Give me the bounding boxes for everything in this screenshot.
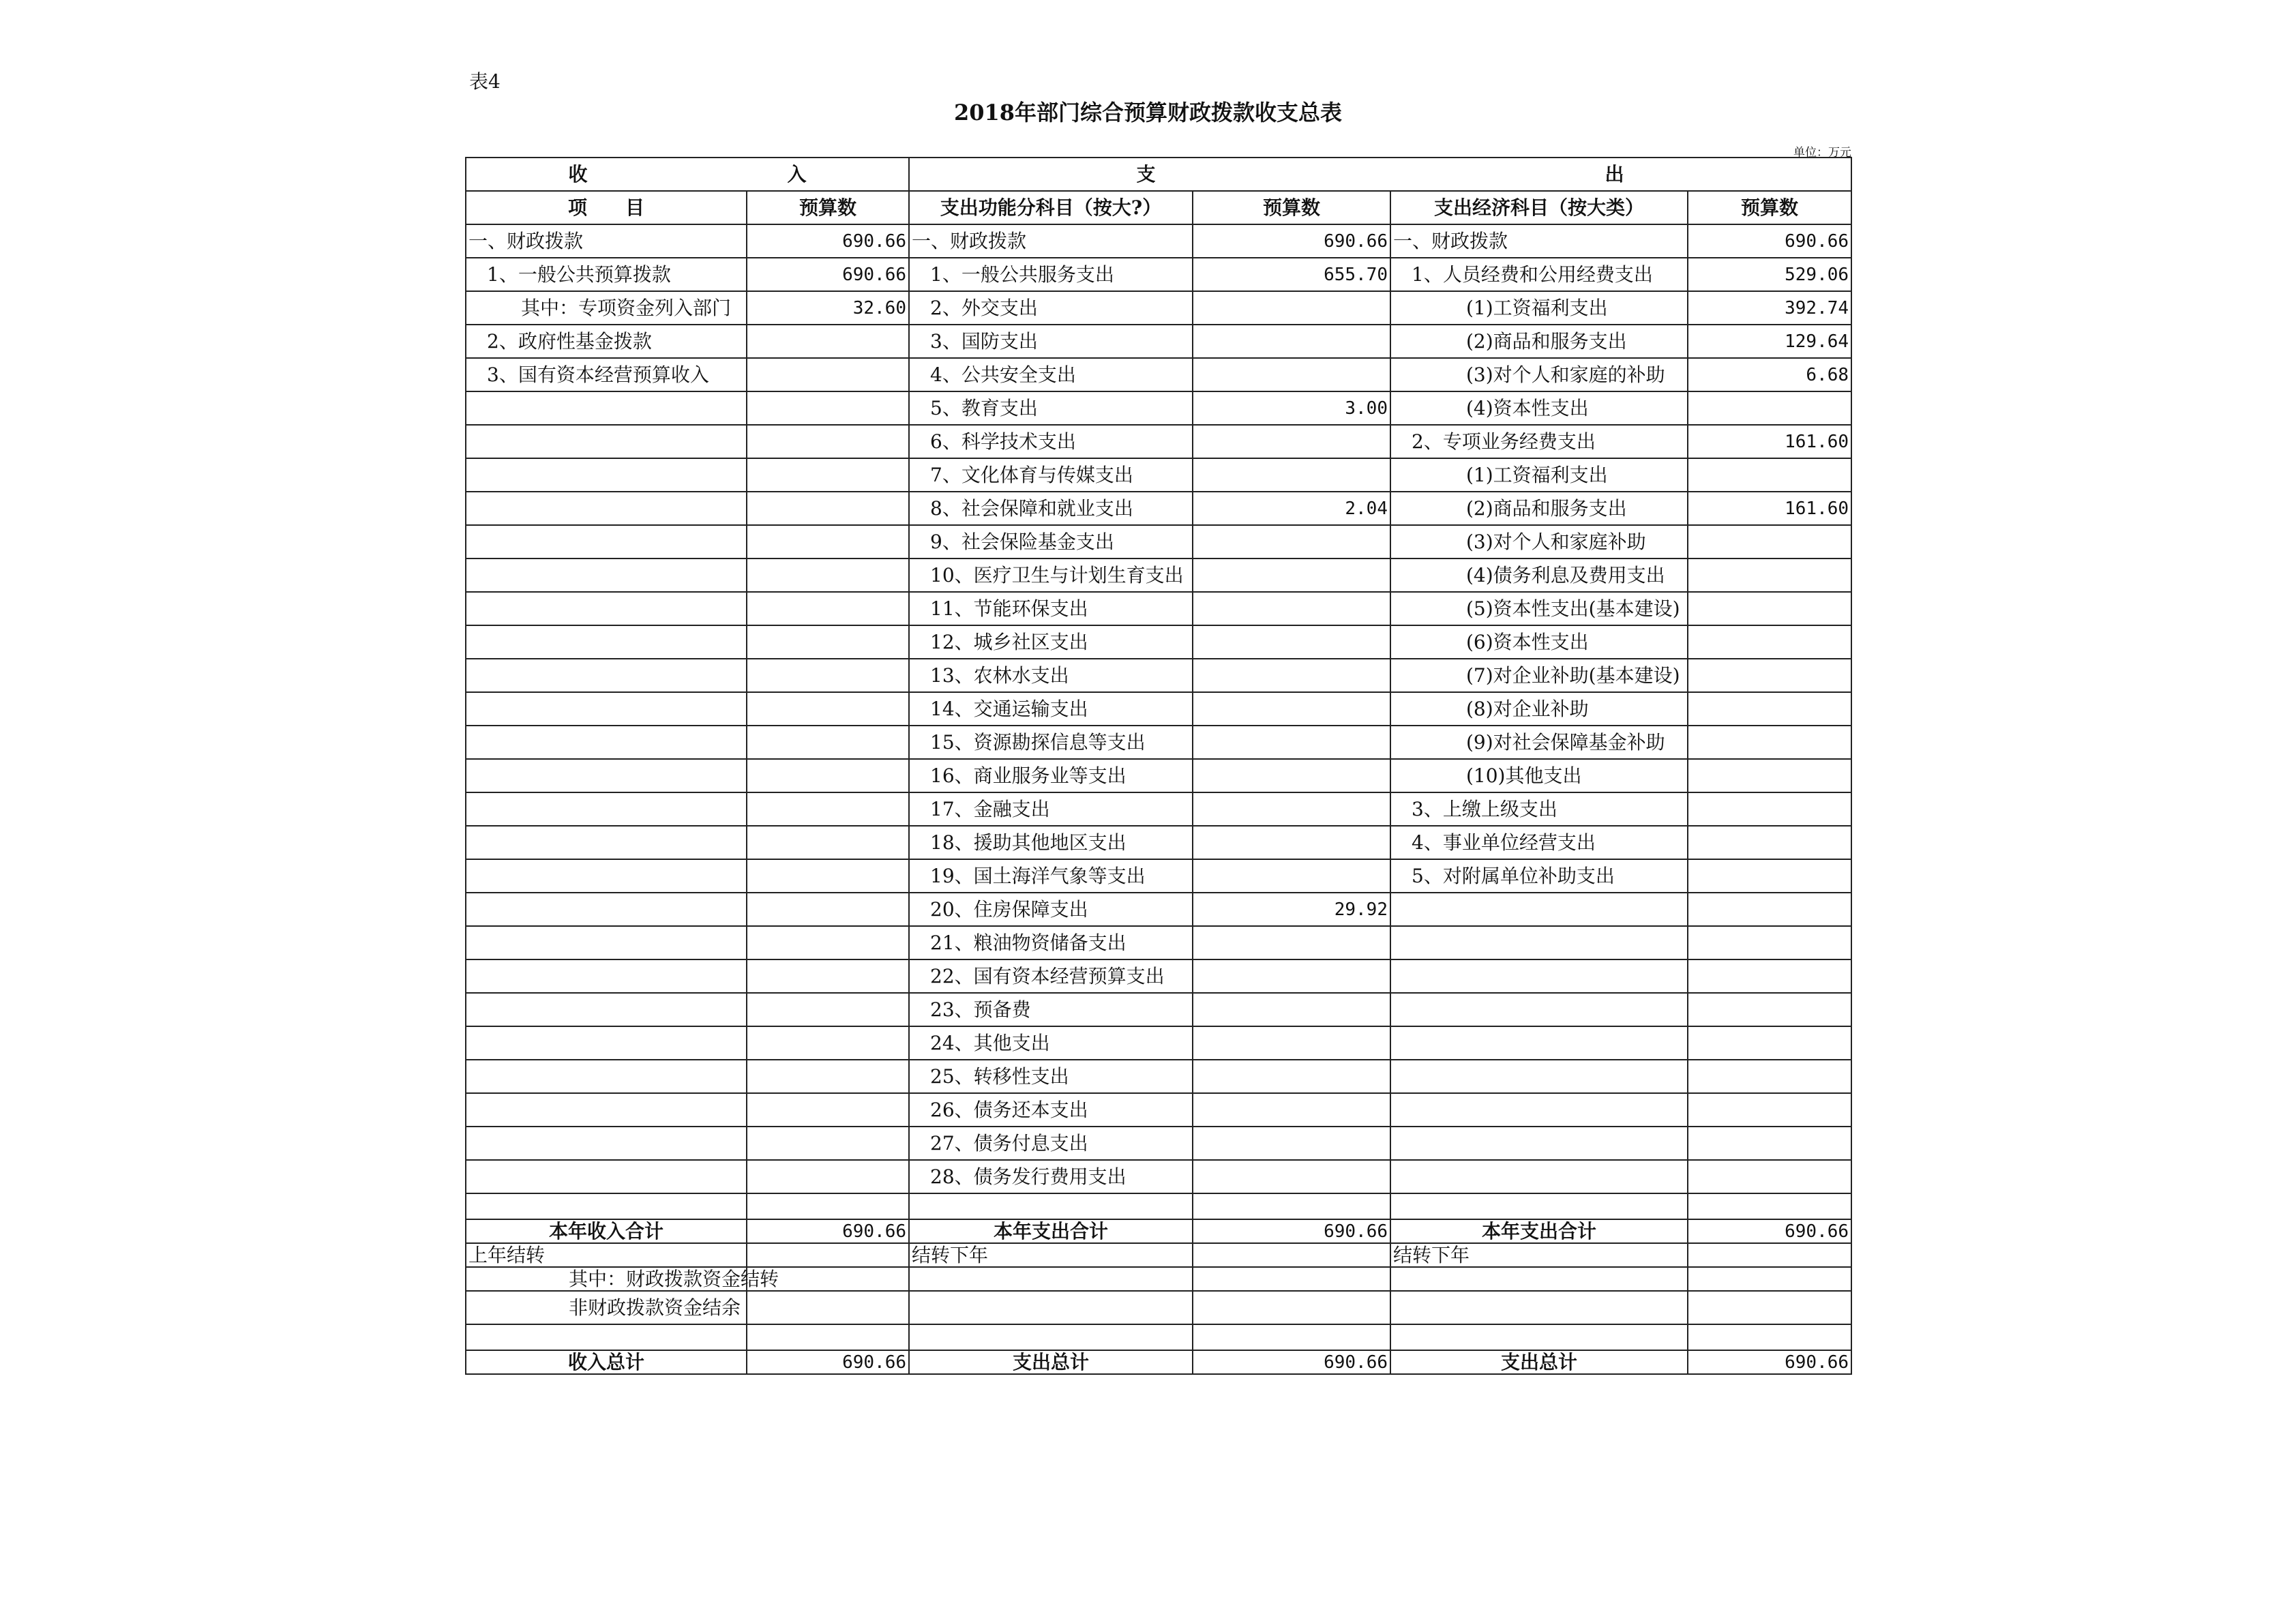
economic-item-cell: (8)对企业补助 bbox=[1390, 692, 1688, 726]
empty-cell bbox=[466, 1324, 747, 1350]
income-item-cell bbox=[466, 592, 747, 625]
economic-item-cell: 一、财政拨款 bbox=[1390, 224, 1688, 258]
income-value-cell bbox=[747, 625, 909, 659]
function-item-cell: 25、转移性支出 bbox=[909, 1060, 1193, 1093]
income-item-cell bbox=[466, 625, 747, 659]
income-item-cell bbox=[466, 893, 747, 926]
budget-summary-table bbox=[465, 157, 1852, 1375]
grand-income-total-value: 690.66 bbox=[747, 1350, 909, 1374]
year-econ-total-label: 本年支出合计 bbox=[1390, 1219, 1688, 1243]
income-value-cell bbox=[747, 1160, 909, 1193]
function-value-cell: 29.92 bbox=[1193, 893, 1390, 926]
economic-value-cell bbox=[1688, 993, 1851, 1026]
economic-value-cell bbox=[1688, 692, 1851, 726]
function-value-cell bbox=[1193, 625, 1390, 659]
function-item-cell: 一、财政拨款 bbox=[909, 224, 1193, 258]
table-row bbox=[466, 625, 1851, 659]
economic-value-cell bbox=[1688, 1060, 1851, 1093]
economic-value-cell bbox=[1688, 1127, 1851, 1160]
income-value-cell bbox=[747, 1093, 909, 1127]
economic-item-cell bbox=[1390, 1026, 1688, 1060]
function-item-cell: 26、债务还本支出 bbox=[909, 1093, 1193, 1127]
fiscal-carry-row bbox=[466, 1267, 1851, 1291]
function-item-cell: 18、援助其他地区支出 bbox=[909, 826, 1193, 859]
function-item-cell: 20、住房保障支出 bbox=[909, 893, 1193, 926]
function-value-cell bbox=[1193, 425, 1390, 458]
economic-item-cell: (3)对个人和家庭的补助 bbox=[1390, 358, 1688, 391]
income-value-cell bbox=[747, 1026, 909, 1060]
income-value-cell bbox=[747, 358, 909, 391]
function-item-cell: 14、交通运输支出 bbox=[909, 692, 1193, 726]
income-value-cell bbox=[747, 525, 909, 559]
income-item-cell bbox=[466, 959, 747, 993]
empty-cell bbox=[1688, 1193, 1851, 1219]
unit-label: 单位：万元 bbox=[1793, 146, 1851, 160]
function-value-cell: 3.00 bbox=[1193, 391, 1390, 425]
income-value-cell bbox=[747, 391, 909, 425]
empty-cell bbox=[1193, 1243, 1390, 1267]
income-item-cell: 3、国有资本经营预算收入 bbox=[466, 358, 747, 391]
income-item-cell bbox=[466, 1093, 747, 1127]
income-value-cell bbox=[747, 325, 909, 358]
economic-value-cell: 690.66 bbox=[1688, 224, 1851, 258]
income-section-header bbox=[466, 158, 909, 191]
year-func-total-label: 本年支出合计 bbox=[909, 1219, 1193, 1243]
empty-cell bbox=[747, 1243, 909, 1267]
income-item-cell bbox=[466, 559, 747, 592]
empty-cell bbox=[1193, 1324, 1390, 1350]
table-row bbox=[466, 325, 1851, 358]
economic-item-cell: (2)商品和服务支出 bbox=[1390, 492, 1688, 525]
spacer-row bbox=[466, 1324, 1851, 1350]
income-value-cell: 32.60 bbox=[747, 291, 909, 325]
empty-cell bbox=[909, 1193, 1193, 1219]
function-item-cell: 24、其他支出 bbox=[909, 1026, 1193, 1060]
function-value-cell bbox=[1193, 792, 1390, 826]
function-item-cell: 11、节能环保支出 bbox=[909, 592, 1193, 625]
function-item-cell: 9、社会保险基金支出 bbox=[909, 525, 1193, 559]
economic-value-cell bbox=[1688, 525, 1851, 559]
function-item-cell: 8、社会保障和就业支出 bbox=[909, 492, 1193, 525]
economic-value-cell bbox=[1688, 859, 1851, 893]
function-item-cell: 12、城乡社区支出 bbox=[909, 625, 1193, 659]
empty-cell bbox=[1390, 1324, 1688, 1350]
income-value-cell bbox=[747, 926, 909, 959]
empty-cell bbox=[747, 1193, 909, 1219]
income-value-cell bbox=[747, 792, 909, 826]
table-row bbox=[466, 1026, 1851, 1060]
section-header-row bbox=[466, 158, 1851, 191]
income-item-cell bbox=[466, 692, 747, 726]
empty-cell bbox=[747, 1291, 909, 1324]
economic-value-cell bbox=[1688, 625, 1851, 659]
function-value-cell bbox=[1193, 458, 1390, 492]
empty-cell bbox=[1193, 1267, 1390, 1291]
economic-value-cell bbox=[1688, 391, 1851, 425]
function-item-cell: 15、资源勘探信息等支出 bbox=[909, 726, 1193, 759]
economic-item-cell: 3、上缴上级支出 bbox=[1390, 792, 1688, 826]
income-item-cell bbox=[466, 1060, 747, 1093]
expense-header-left: 支 bbox=[1136, 162, 1156, 185]
function-value-cell bbox=[1193, 1093, 1390, 1127]
income-item-cell bbox=[466, 458, 747, 492]
function-item-cell: 27、债务付息支出 bbox=[909, 1127, 1193, 1160]
income-item-cell bbox=[466, 792, 747, 826]
income-item-cell bbox=[466, 391, 747, 425]
function-value-cell: 655.70 bbox=[1193, 258, 1390, 291]
income-value-cell bbox=[747, 893, 909, 926]
grand-func-total-label: 支出总计 bbox=[909, 1350, 1193, 1374]
income-item-cell bbox=[466, 492, 747, 525]
table-row bbox=[466, 692, 1851, 726]
income-value-cell: 690.66 bbox=[747, 224, 909, 258]
empty-cell bbox=[1390, 1193, 1688, 1219]
economic-item-cell: 1、人员经费和公用经费支出 bbox=[1390, 258, 1688, 291]
function-item-cell: 19、国土海洋气象等支出 bbox=[909, 859, 1193, 893]
table-row bbox=[466, 224, 1851, 258]
economic-value-cell: 161.60 bbox=[1688, 492, 1851, 525]
empty-cell bbox=[1390, 1291, 1688, 1324]
table-row bbox=[466, 425, 1851, 458]
function-value-cell bbox=[1193, 859, 1390, 893]
economic-item-cell bbox=[1390, 893, 1688, 926]
carry-row bbox=[466, 1243, 1851, 1267]
economic-item-cell: 2、专项业务经费支出 bbox=[1390, 425, 1688, 458]
income-value-cell bbox=[747, 692, 909, 726]
table-row bbox=[466, 926, 1851, 959]
grand-econ-total-value: 690.66 bbox=[1688, 1350, 1851, 1374]
function-value-cell bbox=[1193, 1127, 1390, 1160]
economic-item-cell bbox=[1390, 1060, 1688, 1093]
function-item-cell: 21、粮油物资储备支出 bbox=[909, 926, 1193, 959]
carry-next-func-label: 结转下年 bbox=[909, 1243, 1193, 1267]
function-item-cell: 4、公共安全支出 bbox=[909, 358, 1193, 391]
function-item-cell: 6、科学技术支出 bbox=[909, 425, 1193, 458]
table-row bbox=[466, 258, 1851, 291]
year-func-total-value: 690.66 bbox=[1193, 1219, 1390, 1243]
col-header-item: 项 目 bbox=[466, 191, 747, 224]
empty-cell bbox=[1688, 1291, 1851, 1324]
economic-value-cell bbox=[1688, 959, 1851, 993]
income-item-cell bbox=[466, 425, 747, 458]
economic-value-cell bbox=[1688, 1160, 1851, 1193]
economic-item-cell bbox=[1390, 993, 1688, 1026]
economic-item-cell: (2)商品和服务支出 bbox=[1390, 325, 1688, 358]
income-item-cell: 1、一般公共预算拨款 bbox=[466, 258, 747, 291]
col-header-income-budget: 预算数 bbox=[747, 191, 909, 224]
prev-year-carry-label: 上年结转 bbox=[466, 1243, 747, 1267]
carry-next-econ-label: 结转下年 bbox=[1390, 1243, 1688, 1267]
economic-value-cell bbox=[1688, 826, 1851, 859]
economic-item-cell bbox=[1390, 1127, 1688, 1160]
table-row bbox=[466, 1160, 1851, 1193]
function-value-cell bbox=[1193, 291, 1390, 325]
grand-total-row bbox=[466, 1350, 1851, 1374]
col-header-economic: 支出经济科目（按大类） bbox=[1390, 191, 1688, 224]
table-row bbox=[466, 726, 1851, 759]
economic-item-cell: (5)资本性支出(基本建设) bbox=[1390, 592, 1688, 625]
table-row bbox=[466, 959, 1851, 993]
function-item-cell: 5、教育支出 bbox=[909, 391, 1193, 425]
income-item-cell bbox=[466, 1160, 747, 1193]
income-item-cell: 2、政府性基金拨款 bbox=[466, 325, 747, 358]
non-fiscal-carry-label: 非财政拨款资金结余 bbox=[466, 1291, 747, 1324]
function-item-cell: 23、预备费 bbox=[909, 993, 1193, 1026]
year-income-total-value: 690.66 bbox=[747, 1219, 909, 1243]
income-value-cell: 690.66 bbox=[747, 258, 909, 291]
income-value-cell bbox=[747, 859, 909, 893]
empty-cell bbox=[466, 1193, 747, 1219]
year-econ-total-value: 690.66 bbox=[1688, 1219, 1851, 1243]
table-row bbox=[466, 458, 1851, 492]
function-item-cell: 13、农林水支出 bbox=[909, 659, 1193, 692]
economic-value-cell bbox=[1688, 592, 1851, 625]
grand-func-total-value: 690.66 bbox=[1193, 1350, 1390, 1374]
function-value-cell bbox=[1193, 659, 1390, 692]
table-row bbox=[466, 792, 1851, 826]
fiscal-carry-label: 其中：财政拨款资金结转 bbox=[466, 1267, 747, 1291]
empty-cell bbox=[909, 1267, 1193, 1291]
economic-value-cell: 6.68 bbox=[1688, 358, 1851, 391]
empty-cell bbox=[909, 1291, 1193, 1324]
income-value-cell bbox=[747, 759, 909, 792]
function-value-cell bbox=[1193, 926, 1390, 959]
income-item-cell bbox=[466, 993, 747, 1026]
economic-item-cell bbox=[1390, 959, 1688, 993]
economic-item-cell: (1)工资福利支出 bbox=[1390, 291, 1688, 325]
page-title: 2018年部门综合预算财政拨款收支总表 bbox=[953, 100, 1343, 125]
table-row bbox=[466, 1093, 1851, 1127]
function-value-cell bbox=[1193, 358, 1390, 391]
table-row bbox=[466, 993, 1851, 1026]
income-item-cell: 一、财政拨款 bbox=[466, 224, 747, 258]
function-item-cell: 7、文化体育与传媒支出 bbox=[909, 458, 1193, 492]
economic-value-cell bbox=[1688, 1093, 1851, 1127]
table-row bbox=[466, 291, 1851, 325]
function-item-cell: 1、一般公共服务支出 bbox=[909, 258, 1193, 291]
economic-item-cell bbox=[1390, 926, 1688, 959]
function-item-cell: 28、债务发行费用支出 bbox=[909, 1160, 1193, 1193]
economic-value-cell bbox=[1688, 1026, 1851, 1060]
economic-value-cell: 161.60 bbox=[1688, 425, 1851, 458]
function-value-cell bbox=[1193, 525, 1390, 559]
empty-cell bbox=[1193, 1193, 1390, 1219]
economic-item-cell: (9)对社会保障基金补助 bbox=[1390, 726, 1688, 759]
function-value-cell bbox=[1193, 1026, 1390, 1060]
grand-income-total-label: 收入总计 bbox=[466, 1350, 747, 1374]
table-row bbox=[466, 659, 1851, 692]
economic-item-cell bbox=[1390, 1160, 1688, 1193]
economic-item-cell: (4)债务利息及费用支出 bbox=[1390, 559, 1688, 592]
function-value-cell bbox=[1193, 726, 1390, 759]
table-number-label: 表4 bbox=[469, 70, 501, 93]
economic-item-cell: (1)工资福利支出 bbox=[1390, 458, 1688, 492]
column-header-row bbox=[466, 191, 1851, 224]
table-row bbox=[466, 1127, 1851, 1160]
economic-value-cell bbox=[1688, 792, 1851, 826]
function-value-cell bbox=[1193, 993, 1390, 1026]
table-row bbox=[466, 391, 1851, 425]
economic-value-cell bbox=[1688, 759, 1851, 792]
income-item-cell bbox=[466, 525, 747, 559]
economic-value-cell: 392.74 bbox=[1688, 291, 1851, 325]
income-item-cell bbox=[466, 859, 747, 893]
function-value-cell bbox=[1193, 759, 1390, 792]
income-header-right: 入 bbox=[787, 162, 807, 185]
economic-value-cell bbox=[1688, 926, 1851, 959]
income-item-cell bbox=[466, 759, 747, 792]
function-item-cell: 10、医疗卫生与计划生育支出 bbox=[909, 559, 1193, 592]
income-value-cell bbox=[747, 1127, 909, 1160]
income-value-cell bbox=[747, 592, 909, 625]
empty-cell bbox=[747, 1324, 909, 1350]
income-value-cell bbox=[747, 726, 909, 759]
empty-cell bbox=[1390, 1267, 1688, 1291]
non-fiscal-carry-row bbox=[466, 1291, 1851, 1324]
economic-value-cell bbox=[1688, 559, 1851, 592]
function-item-cell: 16、商业服务业等支出 bbox=[909, 759, 1193, 792]
col-header-function-budget: 预算数 bbox=[1193, 191, 1390, 224]
empty-cell bbox=[909, 1324, 1193, 1350]
function-value-cell bbox=[1193, 592, 1390, 625]
function-item-cell: 22、国有资本经营预算支出 bbox=[909, 959, 1193, 993]
expense-section-header bbox=[909, 158, 1851, 191]
table-row bbox=[466, 358, 1851, 391]
table-row bbox=[466, 1060, 1851, 1093]
income-item-cell bbox=[466, 726, 747, 759]
year-income-total-label: 本年收入合计 bbox=[466, 1219, 747, 1243]
function-item-cell: 2、外交支出 bbox=[909, 291, 1193, 325]
function-value-cell bbox=[1193, 959, 1390, 993]
table-row bbox=[466, 859, 1851, 893]
income-value-cell bbox=[747, 425, 909, 458]
income-value-cell bbox=[747, 826, 909, 859]
income-value-cell bbox=[747, 559, 909, 592]
economic-value-cell: 529.06 bbox=[1688, 258, 1851, 291]
function-value-cell bbox=[1193, 559, 1390, 592]
income-item-cell: 其中：专项资金列入部门 bbox=[466, 291, 747, 325]
economic-item-cell: (3)对个人和家庭补助 bbox=[1390, 525, 1688, 559]
function-value-cell bbox=[1193, 325, 1390, 358]
function-item-cell: 3、国防支出 bbox=[909, 325, 1193, 358]
table-row bbox=[466, 559, 1851, 592]
economic-value-cell bbox=[1688, 726, 1851, 759]
economic-value-cell bbox=[1688, 458, 1851, 492]
table-row bbox=[466, 592, 1851, 625]
table-row bbox=[466, 492, 1851, 525]
income-item-cell bbox=[466, 1026, 747, 1060]
income-value-cell bbox=[747, 492, 909, 525]
function-value-cell: 690.66 bbox=[1193, 224, 1390, 258]
income-value-cell bbox=[747, 1060, 909, 1093]
table-row bbox=[466, 826, 1851, 859]
economic-value-cell: 129.64 bbox=[1688, 325, 1851, 358]
income-item-cell bbox=[466, 926, 747, 959]
income-header-left: 收 bbox=[568, 162, 588, 185]
income-value-cell bbox=[747, 659, 909, 692]
grand-econ-total-label: 支出总计 bbox=[1390, 1350, 1688, 1374]
function-value-cell: 2.04 bbox=[1193, 492, 1390, 525]
expense-header-right: 出 bbox=[1605, 162, 1624, 185]
empty-cell bbox=[1193, 1291, 1390, 1324]
economic-item-cell: 5、对附属单位补助支出 bbox=[1390, 859, 1688, 893]
empty-cell bbox=[1688, 1243, 1851, 1267]
spacer-row bbox=[466, 1193, 1851, 1219]
function-value-cell bbox=[1193, 1160, 1390, 1193]
function-item-cell: 17、金融支出 bbox=[909, 792, 1193, 826]
col-header-function: 支出功能分科目（按大?） bbox=[909, 191, 1193, 224]
economic-item-cell: (10)其他支出 bbox=[1390, 759, 1688, 792]
income-value-cell bbox=[747, 959, 909, 993]
income-value-cell bbox=[747, 458, 909, 492]
function-value-cell bbox=[1193, 826, 1390, 859]
economic-item-cell: (6)资本性支出 bbox=[1390, 625, 1688, 659]
empty-cell bbox=[1688, 1324, 1851, 1350]
col-header-economic-budget: 预算数 bbox=[1688, 191, 1851, 224]
economic-value-cell bbox=[1688, 659, 1851, 692]
year-total-row bbox=[466, 1219, 1851, 1243]
economic-item-cell: 4、事业单位经营支出 bbox=[1390, 826, 1688, 859]
table-row bbox=[466, 525, 1851, 559]
function-value-cell bbox=[1193, 1060, 1390, 1093]
income-item-cell bbox=[466, 1127, 747, 1160]
table-row bbox=[466, 759, 1851, 792]
economic-item-cell: (7)对企业补助(基本建设) bbox=[1390, 659, 1688, 692]
function-value-cell bbox=[1193, 692, 1390, 726]
income-item-cell bbox=[466, 659, 747, 692]
table-body bbox=[466, 224, 1851, 1193]
table-row bbox=[466, 893, 1851, 926]
economic-item-cell bbox=[1390, 1093, 1688, 1127]
empty-cell bbox=[1688, 1267, 1851, 1291]
income-item-cell bbox=[466, 826, 747, 859]
economic-value-cell bbox=[1688, 893, 1851, 926]
income-value-cell bbox=[747, 993, 909, 1026]
economic-item-cell: (4)资本性支出 bbox=[1390, 391, 1688, 425]
